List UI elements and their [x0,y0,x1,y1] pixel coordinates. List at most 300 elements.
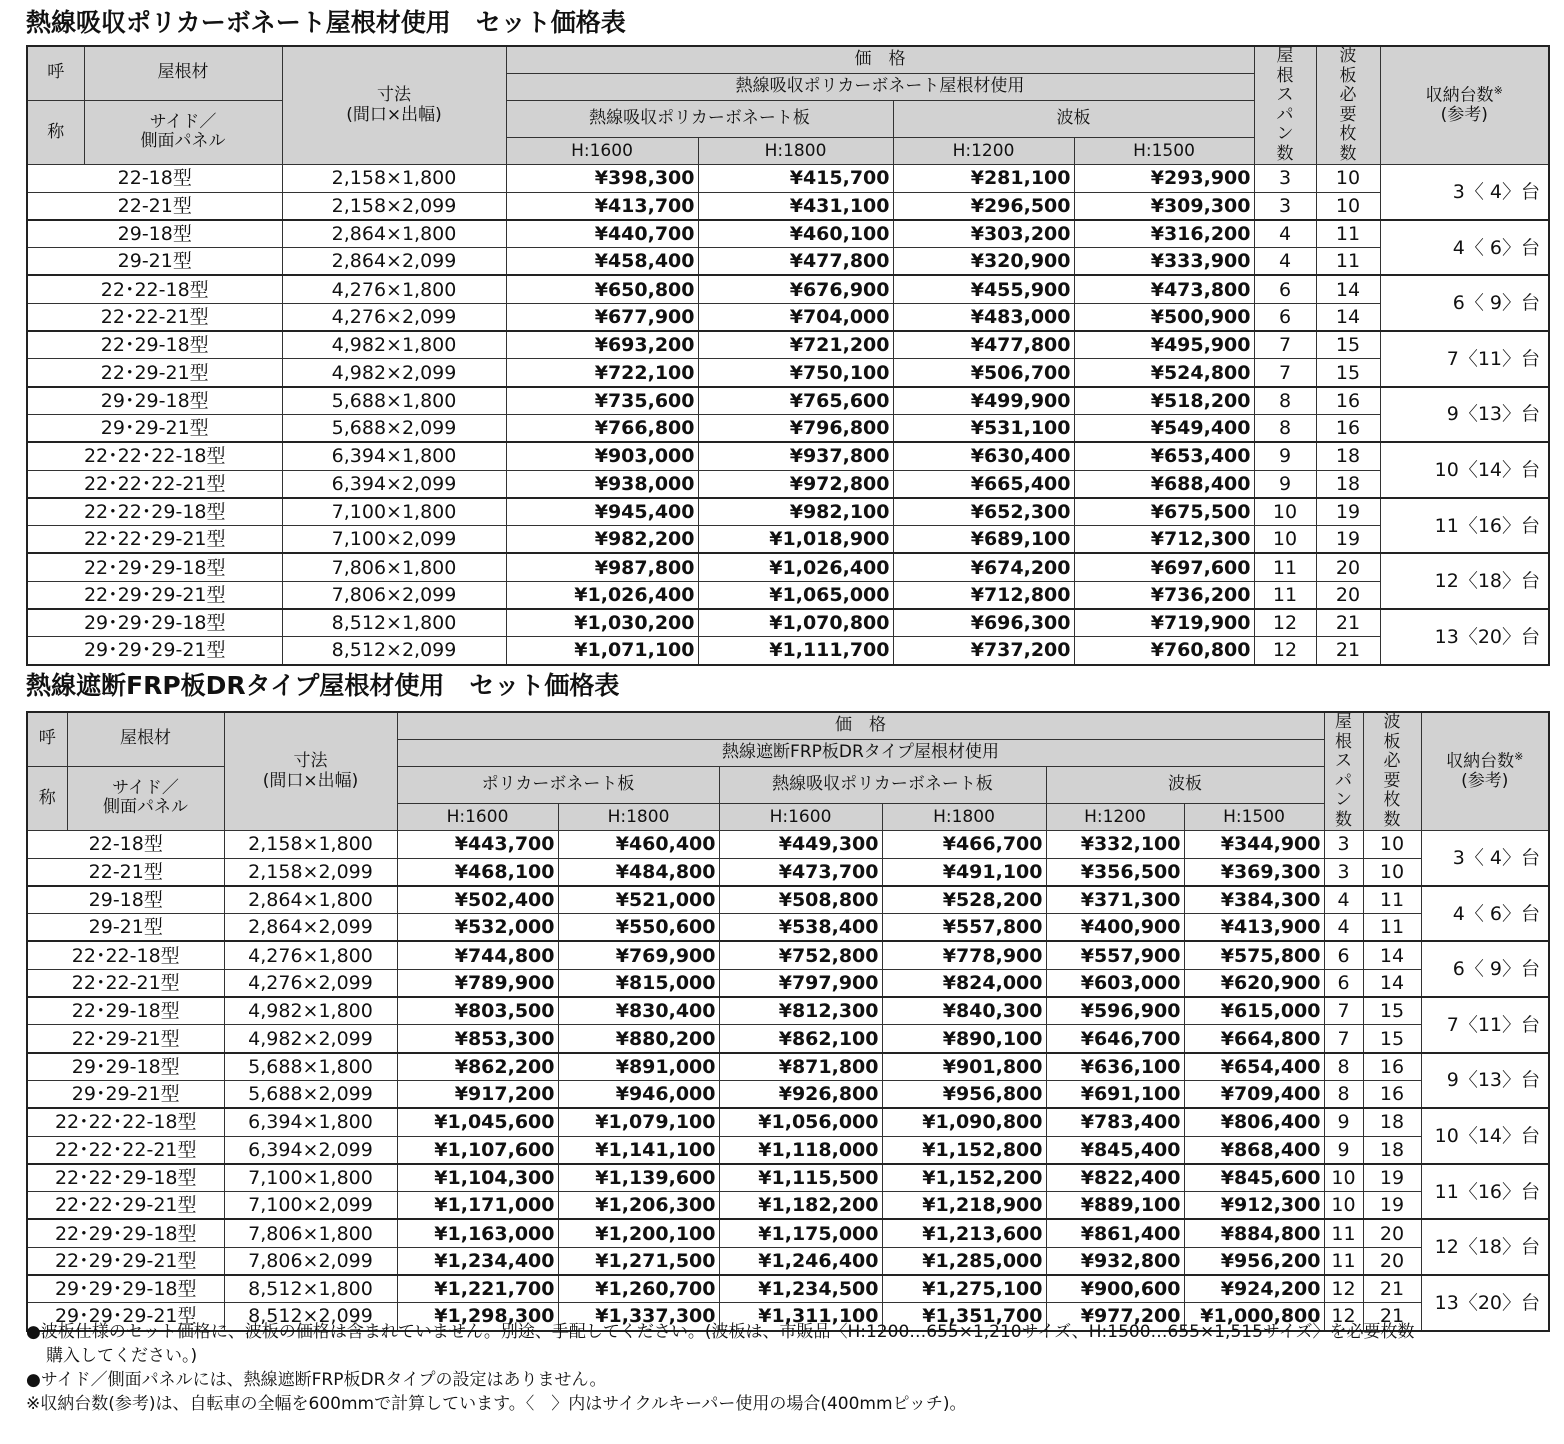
model-name: 29･29-18型 [27,1053,224,1081]
price-cell: ¥1,115,500 [719,1164,882,1192]
price-cell: ¥1,182,200 [719,1192,882,1220]
storage-count: 10〈14〉台 [1380,442,1549,498]
price-cell: ¥812,300 [719,997,882,1025]
header-price-sub: 熱線吸収ポリカーボネート屋根材使用 [506,73,1254,100]
header-group-corrugated: 波板 [893,100,1254,138]
price-cell: ¥712,800 [893,581,1074,609]
price-cell: ¥650,800 [506,275,698,303]
model-name: 22･22･22-21型 [27,470,282,498]
price-cell: ¥1,118,000 [719,1136,882,1164]
dimensions: 4,982×2,099 [224,1025,397,1053]
dimensions: 2,864×1,800 [282,220,506,248]
dimensions: 7,100×1,800 [224,1164,397,1192]
roof-span-count: 9 [1254,470,1316,498]
table-row [27,831,1549,858]
price-cell: ¥924,200 [1184,1275,1324,1303]
price-cell: ¥766,800 [506,414,698,442]
vertical-char: 数 [1383,809,1401,830]
dimensions: 8,512×2,099 [224,1303,397,1331]
model-name: 29-21型 [27,914,224,942]
roof-span-count: 7 [1324,1025,1363,1053]
price-cell: ¥332,100 [1046,831,1184,858]
price-cell: ¥744,800 [397,941,558,969]
header-roof-span [1254,46,1316,165]
price-cell: ¥477,800 [893,331,1074,359]
header-side-panel: サイド／ 側面パネル [84,100,282,165]
header-group-polycarbonate: ポリカーボネート板 [397,766,719,804]
price-cell: ¥1,200,100 [558,1219,719,1247]
storage-count: 7〈11〉台 [1380,331,1549,387]
dimensions: 5,688×2,099 [224,1080,397,1108]
sheets-required: 20 [1363,1247,1421,1275]
price-cell: ¥415,700 [698,165,893,192]
price-cell: ¥521,000 [558,886,719,914]
price-cell: ¥630,400 [893,442,1074,470]
header-roof-material: 屋根材 [84,46,282,100]
price-cell: ¥956,800 [882,1080,1046,1108]
table-row [27,359,1549,387]
header-yobi: 呼 [27,712,67,766]
model-name: 22-21型 [27,192,282,220]
roof-span-count: 11 [1254,553,1316,581]
storage-count: 3〈 4〉台 [1380,165,1549,220]
price-cell: ¥532,000 [397,914,558,942]
sheets-required: 14 [1363,969,1421,997]
sheets-required: 19 [1363,1192,1421,1220]
price-cell: ¥845,600 [1184,1164,1324,1192]
price-cell: ¥356,500 [1046,858,1184,886]
price-cell: ¥752,800 [719,941,882,969]
roof-span-count: 6 [1324,941,1363,969]
vertical-char: 根 [1276,65,1294,86]
roof-span-count: 4 [1324,886,1363,914]
dimensions: 5,688×2,099 [282,414,506,442]
price-cell: ¥538,400 [719,914,882,942]
price-cell: ¥384,300 [1184,886,1324,914]
dimensions: 7,100×2,099 [224,1192,397,1220]
dimensions: 2,158×1,800 [282,165,506,192]
price-cell: ¥1,171,000 [397,1192,558,1220]
table-row [27,303,1549,331]
price-cell: ¥677,900 [506,303,698,331]
price-cell: ¥344,900 [1184,831,1324,858]
price-cell: ¥1,285,000 [882,1247,1046,1275]
header-storage: 収納台数※ (参考) [1380,46,1549,165]
price-cell: ¥653,400 [1074,442,1254,470]
vertical-char: 屋 [1276,46,1294,66]
table-row [27,165,1549,192]
sheets-required: 18 [1316,442,1380,470]
price-cell: ¥796,800 [698,414,893,442]
dimensions: 7,806×2,099 [282,581,506,609]
price-cell: ¥1,260,700 [558,1275,719,1303]
price-cell: ¥615,000 [1184,997,1324,1025]
dimensions: 6,394×1,800 [224,1108,397,1136]
price-cell: ¥1,234,500 [719,1275,882,1303]
price-cell: ¥440,700 [506,220,698,248]
vertical-char: 波 [1339,46,1357,66]
price-cell: ¥309,300 [1074,192,1254,220]
dimensions: 8,512×2,099 [282,637,506,665]
price-cell: ¥413,900 [1184,914,1324,942]
roof-span-count: 7 [1254,331,1316,359]
dimensions: 2,158×2,099 [224,858,397,886]
table-row [27,609,1549,637]
price-cell: ¥596,900 [1046,997,1184,1025]
price-cell: ¥1,234,400 [397,1247,558,1275]
vertical-char: 要 [1383,770,1401,791]
price-cell: ¥797,900 [719,969,882,997]
price-cell: ¥528,200 [882,886,1046,914]
model-name: 22･29･29-18型 [27,1219,224,1247]
header-dimensions: 寸法 (間口×出幅) [282,46,506,165]
vertical-char: 必 [1339,85,1357,106]
model-name: 22･22･22-21型 [27,1136,224,1164]
sheets-required: 11 [1363,914,1421,942]
roof-span-count: 10 [1254,498,1316,526]
price-cell: ¥945,400 [506,498,698,526]
dimensions: 8,512×1,800 [224,1275,397,1303]
price-cell: ¥371,300 [1046,886,1184,914]
price-cell: ¥455,900 [893,275,1074,303]
model-name: 22-18型 [27,165,282,192]
model-name: 29･29･29-18型 [27,609,282,637]
table-row [27,637,1549,665]
storage-count: 4〈 6〉台 [1421,886,1549,942]
roof-span-count: 10 [1324,1192,1363,1220]
model-name: 29･29-18型 [27,387,282,415]
sheets-required: 16 [1316,414,1380,442]
header-h1800: H:1800 [698,138,893,165]
dimensions: 2,864×2,099 [224,914,397,942]
dimensions: 2,864×2,099 [282,248,506,276]
sheets-required: 21 [1363,1303,1421,1331]
storage-count: 9〈13〉台 [1380,387,1549,443]
dimensions: 4,276×2,099 [282,303,506,331]
model-name: 22･29･29-18型 [27,553,282,581]
price-cell: ¥1,337,300 [558,1303,719,1331]
dimensions: 2,864×1,800 [224,886,397,914]
price-cell: ¥691,100 [1046,1080,1184,1108]
table-row [27,414,1549,442]
price-cell: ¥1,213,600 [882,1219,1046,1247]
roof-span-count: 7 [1324,997,1363,1025]
header-h1600: H:1600 [397,804,558,831]
header-price-sub: 熱線遮断FRP板DRタイプ屋根材使用 [397,739,1324,766]
price-cell: ¥861,400 [1046,1219,1184,1247]
price-cell: ¥458,400 [506,248,698,276]
storage-count: 4〈 6〉台 [1380,220,1549,276]
vertical-char: ス [1276,85,1294,106]
header-roof-span [1324,712,1363,831]
price-cell: ¥620,900 [1184,969,1324,997]
table-row [27,581,1549,609]
price-cell: ¥1,271,500 [558,1247,719,1275]
dimensions: 5,688×1,800 [224,1053,397,1081]
price-cell: ¥466,700 [882,831,1046,858]
price-cell: ¥518,200 [1074,387,1254,415]
dimensions: 2,158×2,099 [282,192,506,220]
price-cell: ¥735,600 [506,387,698,415]
price-cell: ¥524,800 [1074,359,1254,387]
roof-span-count: 3 [1254,165,1316,192]
price-cell: ¥845,400 [1046,1136,1184,1164]
header-yobi-b: 称 [27,100,84,165]
price-cell: ¥750,100 [698,359,893,387]
price-cell: ¥880,200 [558,1025,719,1053]
price-cell: ¥890,100 [882,1025,1046,1053]
model-name: 22･22･29-21型 [27,1192,224,1220]
header-h1500: H:1500 [1074,138,1254,165]
price-cell: ¥789,900 [397,969,558,997]
roof-span-count: 12 [1324,1275,1363,1303]
price-cell: ¥1,221,700 [397,1275,558,1303]
sheets-required: 11 [1363,886,1421,914]
vertical-label [1259,47,1312,164]
price-cell: ¥912,300 [1184,1192,1324,1220]
vertical-char: 根 [1335,731,1352,752]
price-table-1 [26,45,1550,666]
model-name: 29-18型 [27,886,224,914]
price-cell: ¥1,139,600 [558,1164,719,1192]
price-cell: ¥575,800 [1184,941,1324,969]
vertical-char: 必 [1383,751,1401,772]
price-cell: ¥778,900 [882,941,1046,969]
roof-span-count: 11 [1324,1219,1363,1247]
model-name: 22･29-18型 [27,331,282,359]
roof-span-count: 11 [1324,1247,1363,1275]
sheets-required: 21 [1316,609,1380,637]
model-name: 22･29-21型 [27,1025,224,1053]
storage-count: 10〈14〉台 [1421,1108,1549,1164]
header-sheets-required [1363,712,1421,831]
roof-span-count: 3 [1324,831,1363,858]
table-row [27,498,1549,526]
price-cell: ¥1,246,400 [719,1247,882,1275]
table-row [27,1192,1549,1220]
note-1-continued: 購入してください。) [46,1346,198,1366]
price-cell: ¥696,300 [893,609,1074,637]
price-cell: ¥938,000 [506,470,698,498]
price-cell: ¥926,800 [719,1080,882,1108]
vertical-char: 数 [1335,809,1352,830]
price-cell: ¥1,104,300 [397,1164,558,1192]
price-cell: ¥1,056,000 [719,1108,882,1136]
price-cell: ¥296,500 [893,192,1074,220]
header-yobi-b: 称 [27,766,67,831]
price-cell: ¥891,000 [558,1053,719,1081]
dimensions: 5,688×1,800 [282,387,506,415]
sheets-required: 15 [1363,997,1421,1025]
vertical-label [1321,47,1376,164]
price-cell: ¥549,400 [1074,414,1254,442]
model-name: 22-18型 [27,831,224,858]
price-cell: ¥1,152,800 [882,1136,1046,1164]
model-name: 22･22-21型 [27,969,224,997]
table-row [27,1275,1549,1303]
table-row [27,192,1549,220]
price-cell: ¥803,500 [397,997,558,1025]
header-group-heat-absorbing: 熱線吸収ポリカーボネート板 [719,766,1046,804]
table-row [27,858,1549,886]
vertical-char: 要 [1339,104,1357,125]
price-cell: ¥1,026,400 [506,581,698,609]
sheets-required: 15 [1316,331,1380,359]
price-cell: ¥508,800 [719,886,882,914]
price-cell: ¥903,000 [506,442,698,470]
price-cell: ¥737,200 [893,637,1074,665]
price-cell: ¥603,000 [1046,969,1184,997]
price-cell: ¥400,900 [1046,914,1184,942]
price-cell: ¥557,800 [882,914,1046,942]
roof-span-count: 4 [1324,914,1363,942]
table-row [27,442,1549,470]
storage-count: 13〈20〉台 [1380,609,1549,665]
price-cell: ¥704,000 [698,303,893,331]
sheets-required: 10 [1363,858,1421,886]
table-row [27,1025,1549,1053]
price-cell: ¥491,100 [882,858,1046,886]
header-h1600-b: H:1600 [719,804,882,831]
roof-span-count: 9 [1324,1136,1363,1164]
price-cell: ¥689,100 [893,526,1074,554]
price-cell: ¥709,400 [1184,1080,1324,1108]
roof-span-count: 9 [1254,442,1316,470]
vertical-char: ス [1335,751,1352,772]
price-cell: ¥693,200 [506,331,698,359]
vertical-char: 屋 [1335,712,1352,732]
model-name: 22･22･22-18型 [27,1108,224,1136]
dimensions: 7,100×2,099 [282,526,506,554]
model-name: 29･29･29-18型 [27,1275,224,1303]
storage-count: 3〈 4〉台 [1421,831,1549,886]
storage-count: 9〈13〉台 [1421,1053,1549,1109]
table-row [27,969,1549,997]
price-cell: ¥712,300 [1074,526,1254,554]
price-cell: ¥982,100 [698,498,893,526]
price-cell: ¥862,200 [397,1053,558,1081]
sheets-required: 10 [1316,192,1380,220]
vertical-char: 板 [1339,65,1357,86]
price-cell: ¥460,100 [698,220,893,248]
sheets-required: 18 [1363,1136,1421,1164]
table-row [27,220,1549,248]
price-cell: ¥1,107,600 [397,1136,558,1164]
price-cell: ¥431,100 [698,192,893,220]
price-cell: ¥502,400 [397,886,558,914]
roof-span-count: 4 [1254,220,1316,248]
model-name: 22･22･29-18型 [27,1164,224,1192]
table2-title: 熱線遮断FRP板DRタイプ屋根材使用 セット価格表 [26,671,620,700]
price-cell: ¥473,700 [719,858,882,886]
table-row [27,553,1549,581]
price-cell: ¥506,700 [893,359,1074,387]
note-2: ●サイド／側面パネルには、熱線遮断FRP板DRタイプの設定はありません。 [26,1370,607,1390]
vertical-char: 数 [1276,143,1294,164]
price-cell: ¥636,100 [1046,1053,1184,1081]
model-name: 29･29-21型 [27,414,282,442]
price-cell: ¥1,141,100 [558,1136,719,1164]
price-cell: ¥664,800 [1184,1025,1324,1053]
header-sheets-required [1316,46,1380,165]
table-row [27,248,1549,276]
header-h1200: H:1200 [893,138,1074,165]
price-cell: ¥824,000 [882,969,1046,997]
roof-span-count: 12 [1254,609,1316,637]
table-row [27,387,1549,415]
model-name: 22･29･29-21型 [27,581,282,609]
vertical-char: パ [1276,104,1294,125]
table-row [27,526,1549,554]
price-cell: ¥499,900 [893,387,1074,415]
dimensions: 7,806×1,800 [282,553,506,581]
price-cell: ¥1,218,900 [882,1192,1046,1220]
vertical-char: ン [1276,124,1294,145]
sheets-required: 20 [1363,1219,1421,1247]
price-cell: ¥688,400 [1074,470,1254,498]
dimensions: 4,982×1,800 [224,997,397,1025]
sheets-required: 15 [1316,359,1380,387]
price-cell: ¥531,100 [893,414,1074,442]
price-cell: ¥500,900 [1074,303,1254,331]
model-name: 29･29･29-21型 [27,1303,224,1331]
vertical-label [1329,713,1359,830]
table-row [27,997,1549,1025]
table1-title: 熱線吸収ポリカーボネート屋根材使用 セット価格表 [26,8,626,37]
model-name: 29-21型 [27,248,282,276]
footnotes [26,1320,1556,1416]
sheets-required: 10 [1363,831,1421,858]
sheets-required: 19 [1316,526,1380,554]
table-row [27,1219,1549,1247]
vertical-label [1368,713,1417,830]
price-cell: ¥822,400 [1046,1164,1184,1192]
roof-span-count: 7 [1254,359,1316,387]
price-cell: ¥917,200 [397,1080,558,1108]
dimensions: 4,276×2,099 [224,969,397,997]
roof-span-count: 8 [1254,387,1316,415]
note-1: ●波板仕様のセット価格に、波板の価格は含まれていません。別途、手配してください。(波板は、市販品〈H:1200…655×1,210サイズ、H:1500…655×1,515サイズ〉を必要枚数 [26,1322,1415,1342]
header-h1800: H:1800 [558,804,719,831]
price-cell: ¥483,000 [893,303,1074,331]
sheets-required: 15 [1363,1025,1421,1053]
sheets-required: 19 [1363,1164,1421,1192]
model-name: 29-18型 [27,220,282,248]
price-cell: ¥675,500 [1074,498,1254,526]
dimensions: 4,276×1,800 [224,941,397,969]
roof-span-count: 6 [1254,275,1316,303]
price-cell: ¥889,100 [1046,1192,1184,1220]
price-cell: ¥871,800 [719,1053,882,1081]
price-cell: ¥840,300 [882,997,1046,1025]
storage-count: 13〈20〉台 [1421,1275,1549,1331]
dimensions: 7,806×1,800 [224,1219,397,1247]
price-cell: ¥1,000,800 [1184,1303,1324,1331]
price-cell: ¥654,400 [1184,1053,1324,1081]
vertical-char: 数 [1339,143,1357,164]
header-price: 価 格 [397,712,1324,739]
roof-span-count: 12 [1324,1303,1363,1331]
storage-count: 12〈18〉台 [1380,553,1549,609]
price-cell: ¥815,000 [558,969,719,997]
table-row [27,275,1549,303]
model-name: 29･29･29-21型 [27,637,282,665]
price-cell: ¥652,300 [893,498,1074,526]
price-cell: ¥646,700 [1046,1025,1184,1053]
sheets-required: 10 [1316,165,1380,192]
roof-span-count: 8 [1324,1080,1363,1108]
sheets-required: 19 [1316,498,1380,526]
